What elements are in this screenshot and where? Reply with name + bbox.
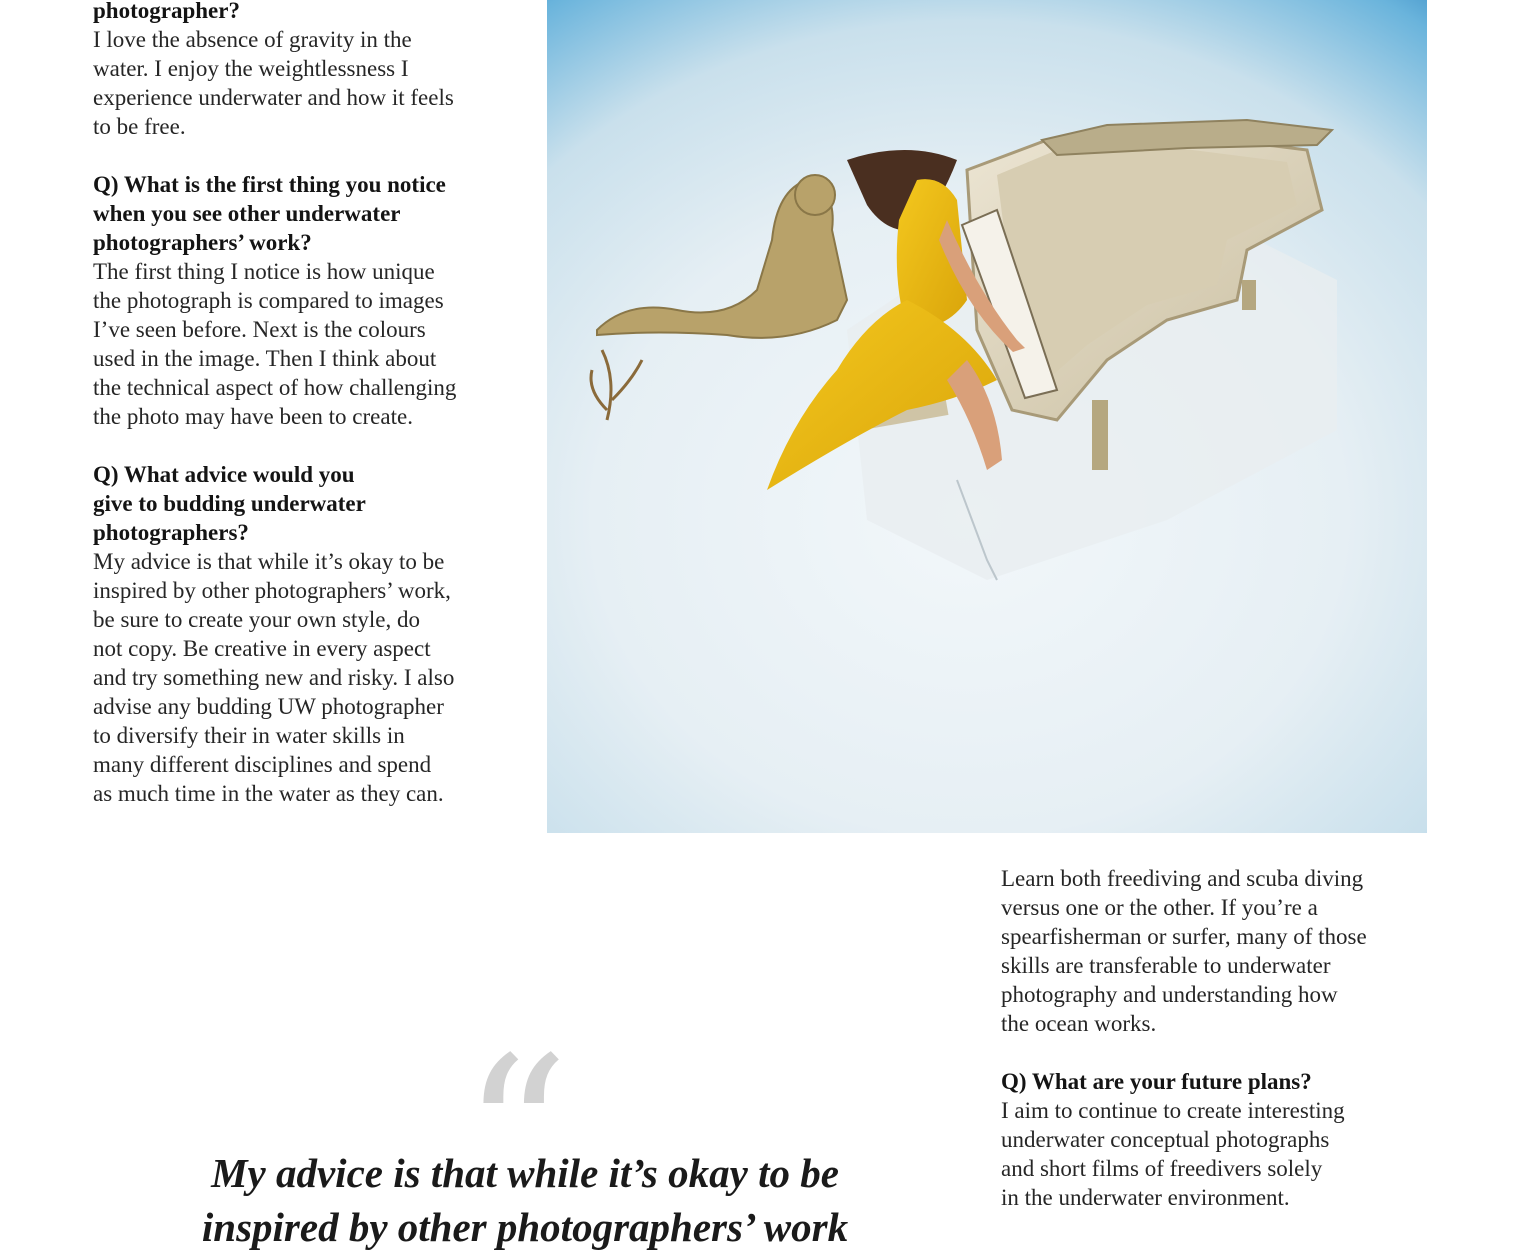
qa-block: [93, 460, 533, 808]
question-heading: Q) What is the first thing you notice when you see other underwater photographers’ work?: [93, 172, 446, 255]
quote-mark-icon: “: [462, 1012, 570, 1257]
underwater-piano-photo: [547, 0, 1427, 833]
piano-leg: [1242, 280, 1256, 310]
qa-block: [93, 170, 533, 431]
photo-illustration: [547, 0, 1427, 833]
pull-quote: My advice is that while it’s okay to be inspired by other photographers’ work: [201, 1150, 849, 1250]
answer-paragraph: I love the absence of gravity in the water. I enjoy the weightlessness I experience underwater and how it feels to be free.: [93, 27, 454, 139]
answer-continuation: Learn both freediving and scuba diving versus one or the other. If you’re a spearfisherman or surfer, many of those skills are transferable to underwater photography and understanding how the ocean works.: [1001, 866, 1367, 1036]
question-heading: Q) What advice would you give to budding underwater photographers?: [93, 462, 366, 545]
piano-leg: [1092, 400, 1108, 470]
answer-paragraph: I aim to continue to create interesting underwater conceptual photographs and short films of freedivers solely in the underwater environment.: [1001, 1098, 1345, 1210]
qa-block: [1001, 1067, 1441, 1212]
question-heading: Q) What are your future plans?: [1001, 1069, 1312, 1094]
coral-fan: [591, 350, 642, 420]
qa-block: [93, 0, 533, 141]
qa-block: [1001, 864, 1441, 1038]
question-heading: photographer?: [93, 0, 240, 23]
left-text-column: [93, 0, 533, 837]
right-text-column: [1001, 864, 1441, 1241]
answer-paragraph: My advice is that while it’s okay to be inspired by other photographers’ work, be sure to create your own style, do not copy. Be creative in every aspect and try something new and risky. I also advise any budding UW photographer to diversify their in water skills in many different disciplines and spend as much time in the water as they can.: [93, 549, 455, 806]
mermaid-head: [795, 175, 835, 215]
answer-paragraph: The first thing I notice is how unique the photograph is compared to images I’ve seen before. Next is the colours used in the image. Then I think about the technical aspect of how challenging the photo may have been to create.: [93, 259, 457, 429]
